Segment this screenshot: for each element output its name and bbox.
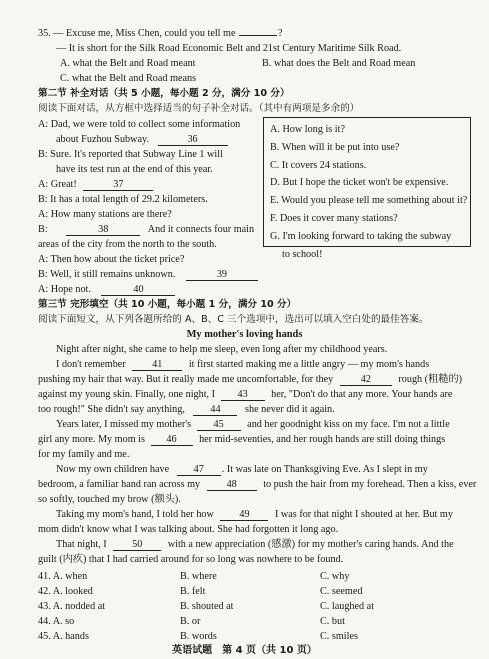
choice-42-c[interactable]: C. seemed — [320, 586, 363, 597]
p2-line-1 — [56, 358, 429, 373]
blank-50[interactable]: 50 — [113, 539, 161, 551]
dialogue-text: about Fuzhou Subway. — [56, 134, 149, 145]
dialogue-line-10: A: Then how about the ticket price? — [38, 254, 185, 265]
dialogue-text: B: — [38, 224, 48, 235]
passage-text: her mid-seventies, and her rough hands are still doing things — [199, 434, 446, 445]
p3-line-3: for my family and me. — [38, 449, 130, 460]
option-f[interactable]: F. Does it cover many stations? — [270, 212, 398, 224]
passage-text: I don't remember — [56, 359, 126, 370]
choice-44-a[interactable]: 44. A. so — [38, 616, 75, 627]
passage-text: her, "Don't do that any more. Your hands are — [271, 389, 453, 400]
blank-49[interactable]: 49 — [220, 509, 268, 521]
p4-line-1 — [56, 463, 428, 478]
passage-text: she never did it again. — [245, 404, 335, 415]
dialogue-line-6: B: It has a total length of 29.2 kilometers. — [38, 194, 208, 205]
dialogue-line-2 — [56, 133, 229, 148]
options-box — [263, 117, 471, 260]
choice-42-a[interactable]: 42. A. looked — [38, 586, 93, 597]
q35-stem — [38, 27, 283, 42]
section3-instruction: 阅读下面短文，从下列各题所给的 A、B、C 三个选项中，选出可以填入空白处的最佳答案。 — [38, 314, 429, 325]
q35-option-c[interactable]: C. what the Belt and Road means — [60, 73, 197, 84]
blank-42[interactable]: 42 — [340, 374, 392, 386]
option-c[interactable]: C. It covers 24 stations. — [270, 159, 367, 171]
passage-text: That night, I — [56, 539, 107, 550]
dialogue-text: B: Well, it still remains unknown. — [38, 269, 176, 280]
section3-header: 第三节 完形填空（共 10 小题，每小题 1 分，满分 10 分） — [38, 299, 297, 310]
option-g-cont: to school! — [282, 248, 323, 260]
passage-text: Taking my mom's hand, I told her how — [56, 509, 214, 520]
dialogue-text: And it connects four main — [147, 224, 255, 235]
p6-line-2: guilt (内疚) that I had carried around for so long was nowhere to be found. — [38, 554, 344, 565]
blank-36[interactable]: 36 — [158, 134, 228, 146]
section2-instruction: 阅读下面对话，从方框中选择适当的句子补全对话。（其中有两项是多余的） — [38, 103, 360, 114]
blank-47[interactable]: 47 — [177, 464, 221, 476]
q35-option-a[interactable]: A. what the Belt and Road meant — [60, 58, 196, 69]
blank-46[interactable]: 46 — [151, 434, 193, 446]
dialogue-line-9: areas of the city from the north to the south. — [38, 239, 217, 250]
passage-text: with a new appreciation (感激) for my mother's caring hands. And the — [167, 539, 454, 550]
choice-42-b[interactable]: B. felt — [180, 586, 206, 597]
passage-text: too rough!" She didn't say anything, — [38, 404, 185, 415]
q35-stem-text: 35. — Excuse me, Miss Chen, could you tell me — [38, 28, 236, 39]
option-e[interactable]: E. Would you please tell me something about it? — [270, 195, 468, 207]
blank-37[interactable]: 37 — [83, 179, 153, 191]
p1-line-1: Night after night, she came to help me sleep, even long after my childhood years. — [56, 344, 388, 355]
dialogue-text: A: Great! — [38, 179, 77, 190]
blank-45[interactable]: 45 — [197, 419, 241, 431]
q35-stem-end: ? — [278, 28, 283, 39]
p3-line-2 — [38, 433, 445, 448]
option-d[interactable]: D. But I hope the ticket won't be expensive. — [270, 177, 449, 189]
choice-41-a[interactable]: 41. A. when — [38, 571, 88, 582]
dialogue-line-7: A: How many stations are there? — [38, 209, 172, 220]
passage-text: pushing my hair that way. But it really made me uncomfortable, for they — [38, 374, 334, 385]
dialogue-line-8 — [38, 223, 254, 238]
passage-text: . It was late on Thanksgiving Eve. As I slept in my — [221, 464, 428, 475]
choice-45-c[interactable]: C. smiles — [320, 631, 358, 642]
passage-text: bedroom, a familiar hand ran across my — [38, 479, 201, 490]
dialogue-line-4: have its test run at the end of this year. — [56, 164, 213, 175]
dialogue-line-1: A: Dad, we were told to collect some information — [38, 119, 241, 130]
passage-text: rough (粗糙的) — [398, 374, 463, 385]
p2-line-3 — [38, 388, 452, 403]
blank-43[interactable]: 43 — [221, 389, 265, 401]
dialogue-line-5 — [38, 178, 154, 193]
choice-43-c[interactable]: C. laughed at — [320, 601, 375, 612]
passage-title: My mother's loving hands — [186, 329, 303, 340]
choice-43-a[interactable]: 43. A. nodded at — [38, 601, 106, 612]
passage-text: Years later, I missed my mother's — [56, 419, 192, 430]
blank-48[interactable]: 48 — [207, 479, 257, 491]
passage-text: to push the hair from my forehead. Then a kiss, ever — [263, 479, 477, 490]
passage-text: it first started making me a little angry — my mom's hands — [188, 359, 430, 370]
passage-text: I was for that night I shouted at her. But my — [274, 509, 453, 520]
passage-text: girl any more. My mom is — [38, 434, 145, 445]
page-footer: 英语试题 第 4 页（共 10 页） — [172, 645, 317, 656]
choice-45-a[interactable]: 45. A. hands — [38, 631, 89, 642]
choice-41-b[interactable]: B. where — [180, 571, 217, 582]
q35-option-b[interactable]: B. what does the Belt and Road mean — [262, 58, 416, 69]
blank-39[interactable]: 39 — [186, 269, 258, 281]
dialogue-line-3: B: Sure. It's reported that Subway Line 1 will — [38, 149, 223, 160]
p2-line-2 — [38, 373, 462, 388]
dialogue-text: A: Hope not. — [38, 284, 91, 295]
dialogue-line-11 — [38, 268, 259, 283]
dialogue-line-12 — [38, 283, 176, 298]
option-b[interactable]: B. When will it be put into use? — [270, 141, 400, 153]
p6-line-1 — [56, 538, 454, 553]
blank-38[interactable]: 38 — [66, 224, 140, 236]
option-g[interactable]: G. I'm looking forward to taking the subway — [270, 230, 452, 242]
section2-header: 第二节 补全对话（共 5 小题，每小题 2 分，满分 10 分） — [38, 88, 290, 99]
p3-line-1 — [56, 418, 450, 433]
choice-41-c[interactable]: C. why — [320, 571, 350, 582]
blank-40[interactable]: 40 — [101, 284, 175, 296]
choice-44-b[interactable]: B. or — [180, 616, 201, 627]
passage-text: Now my own children have — [56, 464, 170, 475]
choice-43-b[interactable]: B. shouted at — [180, 601, 234, 612]
passage-text: and her goodnight kiss on my face. I'm not a little — [247, 419, 450, 430]
p4-line-3: so softly, touched my brow (额头). — [38, 494, 181, 505]
p5-line-1 — [56, 508, 453, 523]
passage-text: against my young skin. Finally, one night, I — [38, 389, 216, 400]
choice-45-b[interactable]: B. words — [180, 631, 217, 642]
option-a[interactable]: A. How long is it? — [270, 124, 345, 135]
choice-44-c[interactable]: C. but — [320, 616, 345, 627]
q35-blank[interactable] — [239, 35, 277, 36]
p4-line-2 — [38, 478, 476, 493]
q35-answer-line: — It is short for the Silk Road Economic Belt and 21st Century Maritime Silk Road. — [56, 43, 402, 54]
p5-line-2: mom didn't know what I was talking about. She had forgotten it long ago. — [38, 524, 339, 535]
blank-41[interactable]: 41 — [132, 359, 182, 371]
blank-44[interactable]: 44 — [193, 404, 237, 416]
p2-line-4 — [38, 403, 335, 418]
